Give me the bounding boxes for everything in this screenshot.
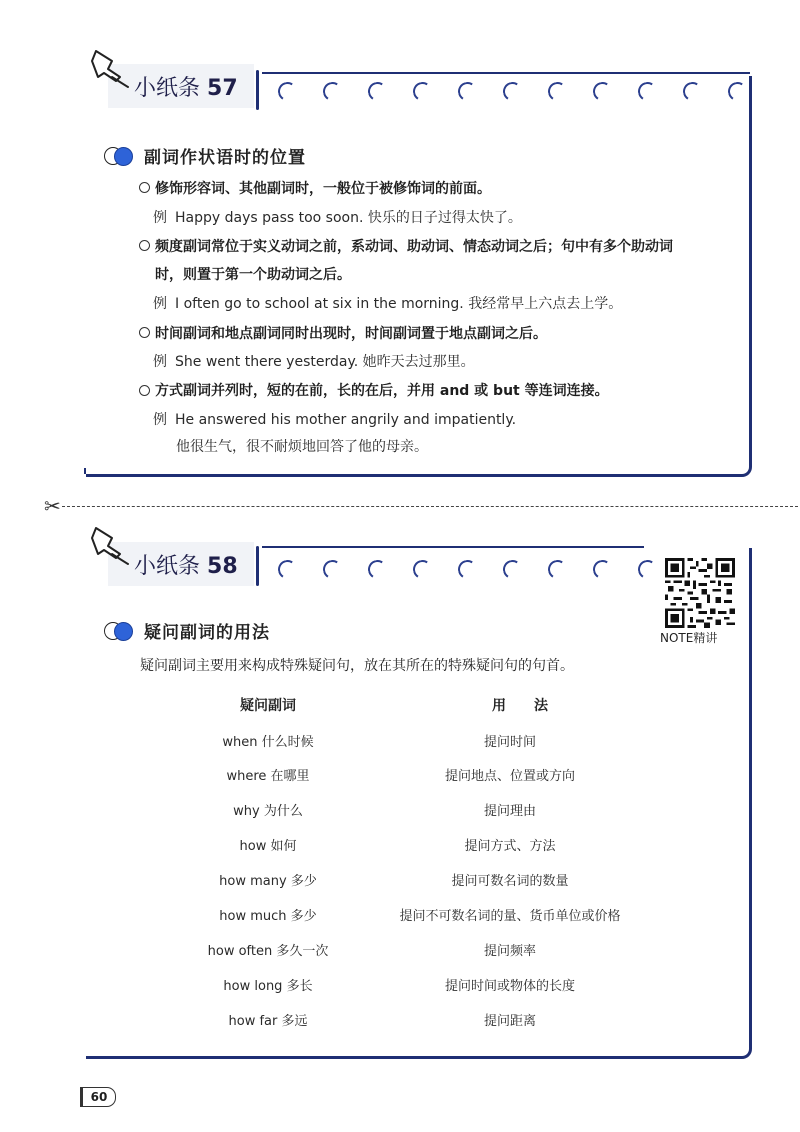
toggle-bullet-icon xyxy=(104,146,134,166)
table-cell: how much 多少 xyxy=(219,909,317,924)
note-58-heading: 疑问副词的用法 xyxy=(104,618,270,643)
note-57-heading: 副词作状语时的位置 xyxy=(104,143,306,168)
table-cell: 提问理由 xyxy=(483,804,536,819)
table-cell: 提问地点、位置或方向 xyxy=(444,769,575,784)
table-cell: 提问时间 xyxy=(483,735,536,750)
example-4-translation: 他很生气，很不耐烦地回答了他的母亲。 xyxy=(176,439,428,455)
rule-1: 修饰形容词、其他副词时，一般位于被修饰词的前面。 xyxy=(155,181,491,197)
cut-line xyxy=(62,506,798,507)
note-57-binder-rings xyxy=(278,82,747,101)
table-cell: why 为什么 xyxy=(233,804,303,819)
table-cell: 提问时间或物体的长度 xyxy=(444,979,575,994)
rule-bullet xyxy=(139,385,150,396)
binder-ring xyxy=(366,80,389,103)
qr-label: NOTE精讲 xyxy=(660,631,718,645)
toggle-bullet-icon xyxy=(104,621,134,641)
rule-4: 方式副词并列时，短的在前，长的在后，并用 and 或 but 等连词连接。 xyxy=(155,383,609,399)
binder-ring xyxy=(726,80,749,103)
binder-ring xyxy=(636,558,659,581)
note-58-top-rule xyxy=(262,546,644,548)
table-cell: 提问距离 xyxy=(483,1014,536,1029)
binder-ring xyxy=(501,80,524,103)
note-57-title: 小纸条 57 xyxy=(134,76,238,101)
binder-ring xyxy=(321,80,344,103)
rule-3: 时间副词和地点副词同时出现时，时间副词置于地点副词之后。 xyxy=(155,326,547,342)
rule-bullet xyxy=(139,240,150,251)
binder-ring xyxy=(501,558,524,581)
note-58-title: 小纸条 58 xyxy=(134,554,238,579)
qr-code[interactable] xyxy=(662,558,738,628)
scissors-icon: ✂ xyxy=(44,494,61,518)
binder-ring xyxy=(546,558,569,581)
binder-ring xyxy=(456,558,479,581)
rule-bullet xyxy=(139,182,150,193)
example-4: 例 He answered his mother angrily and impatiently. xyxy=(153,412,517,428)
table-cell: 提问可数名词的数量 xyxy=(451,874,569,889)
rule-bullet xyxy=(139,327,150,338)
pushpin-icon xyxy=(88,47,134,91)
example-1: 例 Happy days pass too soon. 快乐的日子过得太快了。 xyxy=(153,210,522,226)
binder-ring xyxy=(591,558,614,581)
note-58-intro: 疑问副词主要用来构成特殊疑问句，放在其所在的特殊疑问句的句首。 xyxy=(140,658,574,674)
pushpin-icon xyxy=(88,524,134,568)
table-cell: how many 多少 xyxy=(219,874,317,889)
binder-ring xyxy=(411,558,434,581)
example-3: 例 She went there yesterday. 她昨天去过那里。 xyxy=(153,354,475,370)
table-cell: how 如何 xyxy=(239,839,297,854)
table-cell: how often 多久一次 xyxy=(207,944,329,959)
table-cell: 提问方式、方法 xyxy=(464,839,556,854)
example-2: 例 I often go to school at six in the morning. 我经常早上六点去上学。 xyxy=(153,296,623,312)
page-number: 60 xyxy=(80,1087,116,1107)
binder-ring xyxy=(321,558,344,581)
binder-ring xyxy=(276,80,299,103)
rule-2-continued: 时，则置于第一个助动词之后。 xyxy=(155,267,351,283)
table-cell: where 在哪里 xyxy=(226,769,310,784)
binder-ring xyxy=(636,80,659,103)
table-cell: how far 多远 xyxy=(228,1014,308,1029)
binder-ring xyxy=(276,558,299,581)
note-57-top-rule xyxy=(262,72,750,74)
binder-ring xyxy=(546,80,569,103)
table-header: 疑问副词 xyxy=(240,698,296,714)
note-57-tag-divider xyxy=(256,70,259,110)
table-cell: how long 多长 xyxy=(223,979,313,994)
note-58-binder-rings xyxy=(278,560,657,579)
table-cell: 提问不可数名词的量、货币单位或价格 xyxy=(399,909,621,924)
rule-2: 频度副词常位于实义动词之前，系动词、助动词、情态动词之后；句中有多个助动词 xyxy=(155,239,673,255)
binder-ring xyxy=(366,558,389,581)
binder-ring xyxy=(681,80,704,103)
note-58-tag-divider xyxy=(256,546,259,586)
binder-ring xyxy=(411,80,434,103)
binder-ring xyxy=(591,80,614,103)
table-header: 用 法 xyxy=(492,698,548,714)
table-cell: 提问频率 xyxy=(483,944,536,959)
binder-ring xyxy=(456,80,479,103)
table-cell: when 什么时候 xyxy=(222,735,314,750)
